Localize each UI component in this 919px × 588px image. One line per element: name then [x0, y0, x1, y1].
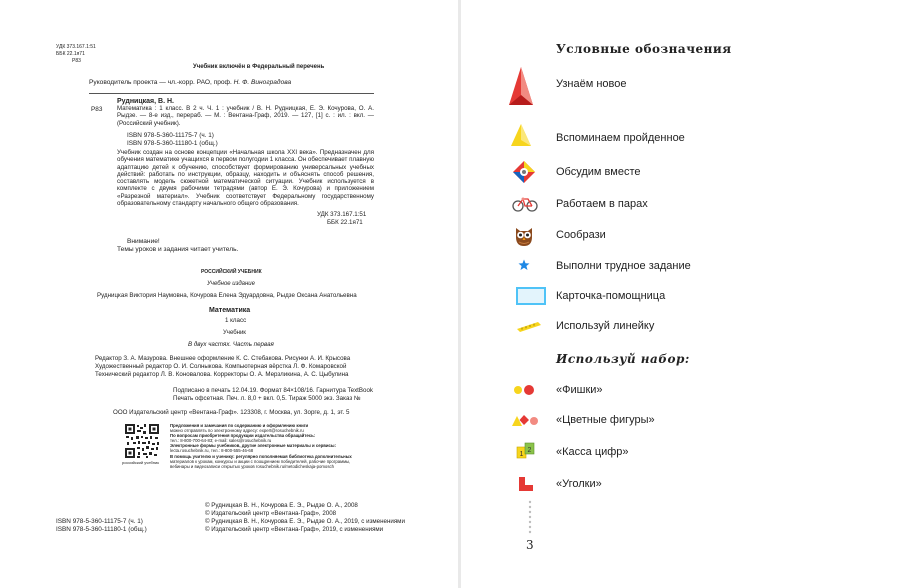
- legend-page: [461, 0, 919, 588]
- legend-label-recall: Вспоминаем пройденное: [556, 132, 685, 144]
- art-editors-line: Художественный редактор О. И. Солныкова. Компьютерная вёрстка Л. Ф. Комаровской: [95, 363, 347, 370]
- author-heading: Рудницкая, В. Н.: [117, 98, 174, 105]
- kit-label-color-shapes: «Цветные фигуры»: [556, 414, 655, 426]
- grade: 1 класс: [225, 317, 247, 324]
- corner-icon: [518, 476, 534, 492]
- contact-line: тел.: 8-800-700-64-83; e-mail: sales@rosuchebnik.ru: [170, 438, 272, 444]
- isbn-bottom-part1: ISBN 978-5-360-11175-7 (ч. 1): [56, 518, 143, 525]
- card-icon: [516, 287, 546, 305]
- margin-code: Р83: [91, 106, 103, 113]
- legend-label-hard-task: Выполни трудное задание: [556, 260, 691, 272]
- isbn-part1: ISBN 978-5-360-11175-7 (ч. 1): [127, 132, 214, 139]
- book-type: Учебник: [223, 330, 246, 336]
- copyright-line: © Издательский центр «Вентана-Граф», 2008: [205, 510, 337, 517]
- yellow-triangle-icon: [509, 122, 533, 148]
- kit-label-chips: «Фишки»: [556, 384, 603, 396]
- imprint-page: [0, 0, 458, 588]
- discussion-icon: [512, 160, 536, 184]
- federal-list-note: Учебник включён в Федеральный перечень: [193, 64, 325, 70]
- contact-line: можно отправлять по электронному адресу: expert@rosuchebnik.ru: [170, 428, 304, 434]
- tech-editors-line: Технический редактор Л. В. Коновалова. Корректоры О. А. Мерзликина, А. С. Цыбулина: [95, 371, 349, 378]
- legend-label-learn-new: Узнаём новое: [556, 78, 627, 90]
- copyright-line: © Рудницкая В. Н., Кочурова Е. Э., Рыдзе О. А., 2019, с изменениями: [205, 518, 405, 525]
- bibliographic-record: Математика : 1 класс. В 2 ч. Ч. 1 : учебник / В. Н. Рудницкая, Е. Э. Кочурова, О. А. Рыдзе. — 8-е изд., перераб. — М. : Вентана-Граф, 2019. — 127, [1] с. : ил. : вкл. — (Российский учебник).: [117, 105, 374, 127]
- editors-line: Редактор З. А. Мазурова. Внешнее оформление К. С. Стебакова. Рисунки А. И. Крысова: [95, 355, 351, 362]
- copyright-line: © Издательский центр «Вентана-Граф», 2019, с изменениями: [205, 526, 384, 533]
- edition-type: Учебное издание: [207, 281, 255, 287]
- bbk-code: ББК 22.1я71: [56, 51, 85, 57]
- legend-label-helper-card: Карточка-помощница: [556, 290, 666, 302]
- contact-line: Предложения и замечания по содержанию и оформлению книги: [170, 423, 309, 428]
- authors-full-names: Рудницкая Виктория Наумовна, Кочурова Елена Эдуардовна, Рыдзе Оксана Анатольевна: [97, 292, 357, 299]
- publisher-contacts: [170, 423, 352, 469]
- contact-line: вебинары и видеозаписи открытых уроков rosuchebnik.ru/metodicheskaja-pomosch: [170, 463, 335, 469]
- print-details: Подписано в печать 12.04.19. Формат 84×108/16. Гарнитура TextBook: [173, 387, 373, 394]
- book-description: Учебник создан на основе концепции «Начальная школа XXI века». Предназначен для обучения математике учащихся в первом полугодии 1 класса. Он обеспечивает плавную адаптацию детей к обучению, способствует формированию универсальных учебных действий: работать по инструкции, образцу, находить и объяснять способ решения, составлять модель сюжетной математической ситуации. Учебник используется в комплекте с двумя рабочими тетрадями (автор Е. Э. Кочурова) и приложением «Разрезной материал». Учебник соответствует Федеральному государственному образовательному стандарту начального общего образования.: [117, 149, 374, 208]
- catalog-code: Р83: [72, 58, 81, 64]
- legend-label-discuss: Обсудим вместе: [556, 166, 641, 178]
- book-parts: В двух частях. Часть первая: [188, 341, 274, 348]
- publisher-address: ООО Издательский центр «Вентана-Граф». 123308, г. Москва, ул. Зорге, д. 1, эт. 5: [113, 409, 350, 416]
- contact-line: материалов к урокам, конкурсы и акции с поощрением победителей, рабочие программы,: [170, 458, 351, 464]
- qr-caption: российский учебник: [122, 460, 159, 465]
- contact-line: В помощь учителю и ученику: регулярно пополняемая библиотека дополнительных: [170, 453, 352, 459]
- color-shapes-icon: [511, 413, 539, 427]
- bbk-bottom: ББК 22.1я71: [327, 219, 363, 226]
- isbn-bottom-total: ISBN 978-5-360-11180-1 (общ.): [56, 526, 147, 533]
- chips-icon: [513, 383, 535, 397]
- page-number: 3: [526, 538, 534, 552]
- copyright-line: © Рудницкая В. Н., Кочурова Е. Э., Рыдзе О. А., 2008: [205, 502, 358, 509]
- kit-label-corners: «Уголки»: [556, 478, 602, 490]
- legend-label-pair-work: Работаем в парах: [556, 198, 648, 210]
- owl-icon: [513, 225, 535, 247]
- legend-title: Условные обозначения: [556, 42, 732, 56]
- print-run: Печать офсетная. Печ. л. 8,0 + вкл. 0,5. Тираж 5000 экз. Заказ №: [173, 395, 361, 402]
- dotted-line: [527, 500, 533, 534]
- series-name: РОССИЙСКИЙ УЧЕБНИК: [201, 269, 262, 275]
- digit-cards-icon: [515, 442, 539, 460]
- contact-line: По вопросам приобретения продукции издательства обращайтесь:: [170, 433, 316, 439]
- subject-title: Математика: [209, 307, 251, 314]
- divider: [89, 93, 374, 94]
- svg-text:2: 2: [527, 447, 532, 454]
- isbn-total: ISBN 978-5-360-11180-1 (общ.): [127, 140, 218, 147]
- project-supervisor: Руководитель проекта — чл.-корр. РАО, проф. Н. Ф. Виноградова: [89, 79, 292, 86]
- attention-text: Темы уроков и задания читает учитель.: [117, 246, 239, 253]
- ruler-icon: [516, 320, 542, 332]
- udk-code: УДК 373.167.1:51: [56, 44, 96, 50]
- pair-work-icon: [511, 196, 539, 212]
- legend-label-ruler: Используй линейку: [556, 320, 655, 332]
- svg-text:1: 1: [519, 451, 524, 458]
- udk-bottom: УДК 373.167.1:51: [317, 211, 367, 218]
- qr-code-icon: [124, 423, 160, 459]
- copyright-block: [205, 502, 405, 534]
- star-icon: [518, 259, 530, 271]
- attention-title: Внимание!: [127, 238, 160, 245]
- red-triangle-icon: [507, 65, 535, 107]
- kit-label-digit-cards: «Касса цифр»: [556, 446, 629, 458]
- kit-title: Используй набор:: [556, 352, 690, 366]
- contact-line: Электронные формы учебников, другие электронные материалы и сервисы:: [170, 443, 336, 449]
- legend-label-figure-out: Сообрази: [556, 229, 606, 241]
- contact-line: lecta.rosuchebnik.ru, тел.: 8-800-555-46-68: [170, 448, 254, 454]
